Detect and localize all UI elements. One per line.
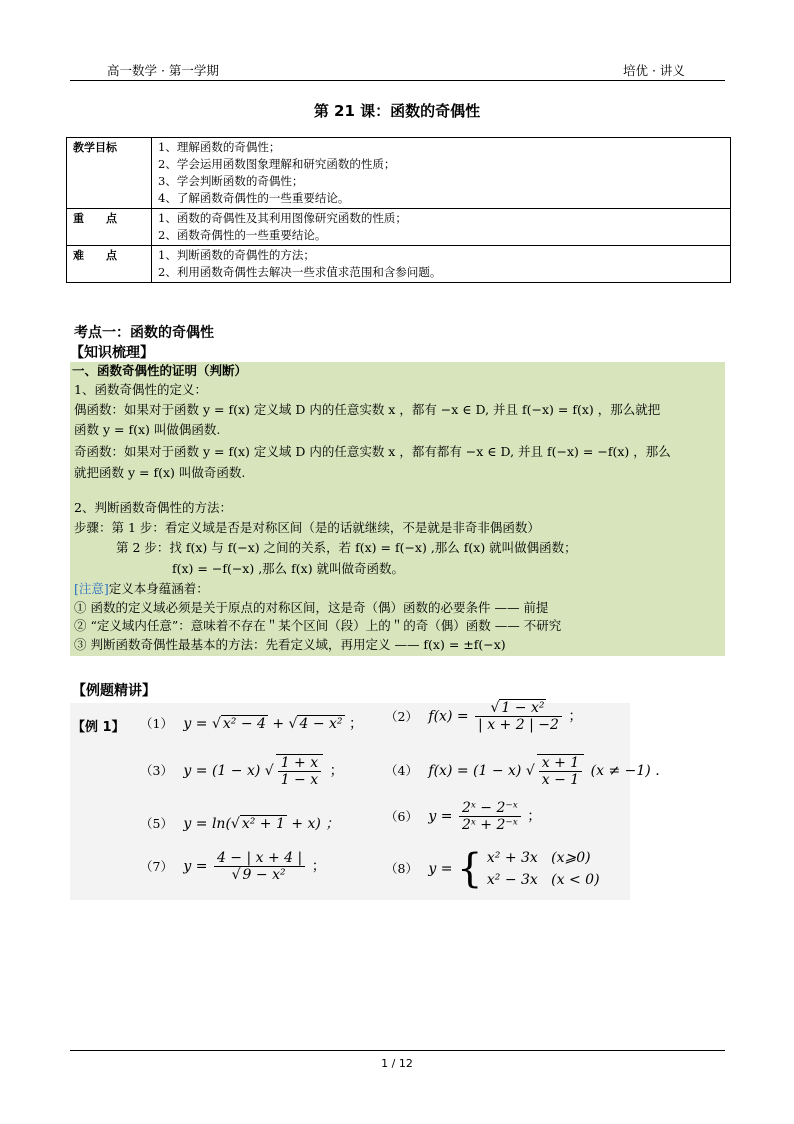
note-line	[74, 579, 209, 599]
goals-table	[66, 137, 731, 283]
list-item: 1、函数的奇偶性及其利用图像研究函数的性质；	[158, 211, 407, 225]
fraction: $\frac{4 - | x + 4 |}{\text{√ 9 − x²}}$	[214, 850, 305, 883]
note-tag: [注意]	[74, 581, 109, 596]
page-number: 1 / 12	[381, 1057, 413, 1070]
step-2: 第 2 步：找 f(x) 与 f(−x) 之间的关系，若 f(x) = f(−x) ,那么 f(x) 就叫做偶函数；	[116, 540, 577, 555]
footer-rule	[70, 1050, 725, 1051]
page-title: 第 21 课：函数的奇偶性	[313, 102, 481, 120]
example-1: （1） y = √ x² − 4 + √ 4 − x² ；	[140, 716, 363, 732]
list-item: 3、学会判断函数的奇偶性；	[158, 174, 304, 188]
section-title: 考点一：函数的奇偶性	[74, 325, 214, 341]
fraction: $\frac{1 + x}{1 - x}$	[276, 754, 323, 788]
list-item: 2、函数奇偶性的一些重要结论。	[158, 228, 327, 242]
even-definition-2: 函数 y = f(x) 叫做偶函数.	[74, 422, 221, 437]
goals-label: 教学目标	[67, 138, 152, 209]
example-3: （3） y = (1 − x) √ $\frac{1 + x}{1 - x}$ ；	[140, 755, 344, 788]
example-7: （7） y = $\frac{4 - | x + 4 |}{\text{√ 9 − x²}}$ ；	[140, 850, 326, 883]
example-5: （5） y = ln(√ x² + 1 + x) ；	[140, 816, 340, 832]
list-item: 1、理解函数的奇偶性；	[158, 140, 281, 154]
example-8: （8） y = { x² + 3x (x⩾0) x² − 3x (x < 0)	[385, 846, 600, 892]
brace-icon: {	[456, 846, 483, 892]
proof-heading: 一、函数奇偶性的证明（判断）	[72, 363, 248, 378]
example-6: （6） y = $\frac{\text{2ˣ − 2⁻ˣ}}{\text{2ˣ + 2⁻ˣ}}$ ；	[385, 800, 542, 833]
note-text: 定义本身蕴涵着：	[108, 581, 209, 596]
examples-heading: 【例题精讲】	[72, 683, 156, 699]
goals-items	[152, 138, 731, 209]
example-label: 【例 1】	[72, 720, 125, 735]
example-2: （2） f(x) = $\frac{\text{√ 1 − x²}}{| x + 2 | -2}$ ；	[385, 700, 583, 733]
table-row	[67, 246, 731, 283]
step-1: 步骤：第 1 步：看定义域是否是对称区间（是的话就继续，不是就是非奇非偶函数）	[74, 520, 540, 535]
odd-definition-2: 就把函数 y = f(x) 叫做奇函数.	[74, 465, 246, 480]
header-type: 培优 · 讲义	[623, 63, 685, 78]
list-item: 4、了解函数奇偶性的一些重要结论。	[158, 191, 350, 205]
difficulty-label: 难 点	[67, 246, 152, 283]
list-item: 1、判断函数的奇偶性的方法；	[158, 248, 315, 262]
table-row	[67, 138, 731, 209]
odd-definition-1: 奇函数：如果对于函数 y = f(x) 定义域 D 内的任意实数 x ，都有都有 −x ∈ D, 并且 f(−x) = −f(x) ，那么	[74, 444, 671, 459]
difficulty-items	[152, 246, 731, 283]
header-course: 高一数学 · 第一学期	[107, 63, 219, 78]
example-4: （4） f(x) = (1 − x) √ $\frac{x + 1}{x - 1}$ (x ≠ −1) .	[385, 755, 660, 788]
knowledge-heading: 【知识梳理】	[70, 345, 154, 361]
key-points-label: 重 点	[67, 209, 152, 246]
header-rule	[70, 80, 725, 81]
table-row	[67, 209, 731, 246]
note-3: ③ 判断函数奇偶性最基本的方法：先看定义域，再用定义 —— f(x) = ±f(−x)	[74, 637, 506, 652]
list-item: 2、利用函数奇偶性去解决一些求值求范围和含参问题。	[158, 265, 442, 279]
even-definition-1: 偶函数：如果对于函数 y = f(x) 定义域 D 内的任意实数 x ，都有 −x ∈ D, 并且 f(−x) = f(x) ，那么就把	[74, 402, 661, 417]
fraction: $\frac{\text{2ˣ − 2⁻ˣ}}{\text{2ˣ + 2⁻ˣ}}$	[459, 800, 521, 833]
definition-title: 1、函数奇偶性的定义：	[74, 382, 207, 397]
note-1: ① 函数的定义域必须是关于原点的对称区间，这是奇（偶）函数的必要条件 —— 前提	[74, 600, 549, 615]
method-title: 2、判断函数奇偶性的方法：	[74, 500, 232, 515]
fraction: $\frac{x + 1}{x - 1}$	[537, 754, 584, 788]
note-2: ② “定义域内任意”：意味着不存在＂某个区间（段）上的＂的奇（偶）函数 —— 不研究	[74, 618, 562, 633]
piecewise-cases: x² + 3x (x⩾0) x² − 3x (x < 0)	[486, 850, 600, 888]
list-item: 2、学会运用函数图象理解和研究函数的性质；	[158, 157, 396, 171]
key-points-items	[152, 209, 731, 246]
fraction: $\frac{\text{√ 1 − x²}}{| x + 2 | -2}$	[475, 700, 562, 733]
step-2-odd: f(x) = −f(−x) ,那么 f(x) 就叫做奇函数。	[172, 561, 405, 576]
